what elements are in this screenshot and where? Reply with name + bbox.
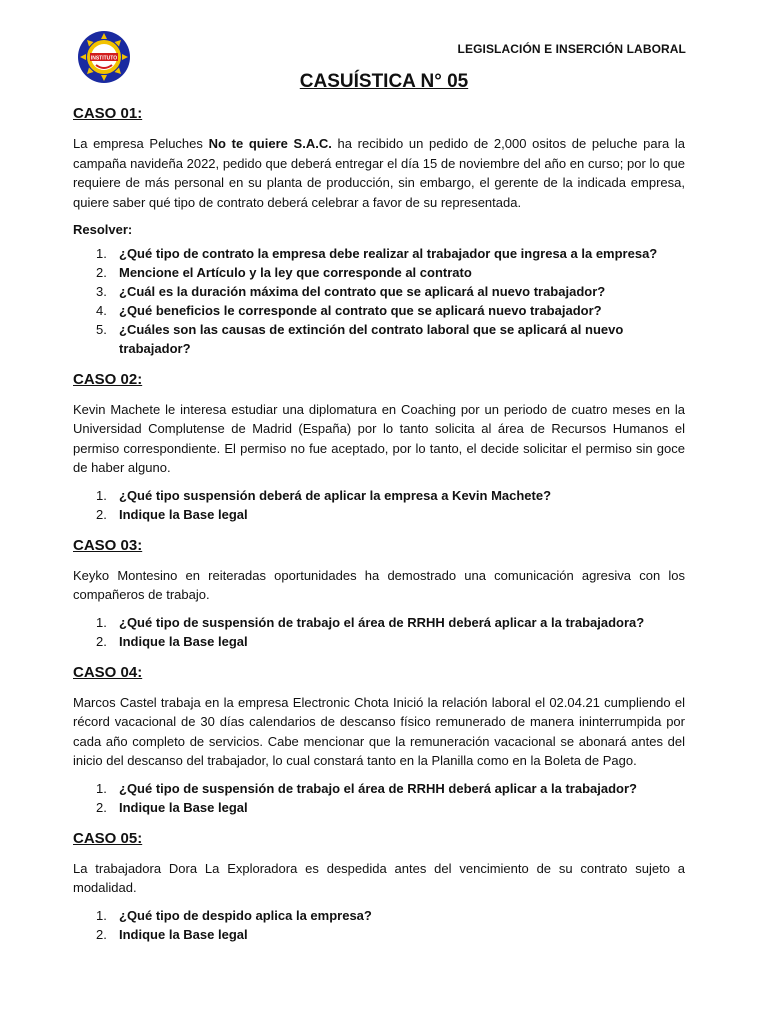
case-text: ha recibido un pedido de 2,000 ositos de peluche para la campaña navideña 2022, pedido que deberá entregar el día 15 de noviembre del año en curso; por lo que requiere de más personal en su planta de producción, sin embargo, el gerente de la indicada empresa, quiere saber qué tipo de contrato deberá celebrar a favor de su representada.: [73, 136, 685, 210]
question-text: ¿Qué tipo de despido aplica la empresa?: [119, 907, 372, 923]
question-item: [73, 798, 685, 817]
case-heading: CASO 02:: [73, 370, 143, 388]
question-number: 2.: [96, 264, 107, 280]
question-list: [73, 906, 685, 944]
question-item: [73, 282, 685, 301]
question-text: Indique la Base legal: [119, 506, 248, 522]
case-heading: CASO 05:: [73, 829, 143, 847]
case-description: [73, 134, 685, 212]
case-heading: CASO 04:: [73, 663, 143, 681]
question-number: 1.: [96, 614, 107, 630]
question-text: Indique la Base legal: [119, 926, 248, 942]
question-number: 1.: [96, 907, 107, 923]
question-item: [73, 632, 685, 651]
question-number: 1.: [96, 245, 107, 261]
question-text: ¿Qué tipo de suspensión de trabajo el área de RRHH deberá aplicar a la trabajadora?: [119, 614, 645, 630]
question-text: Indique la Base legal: [119, 633, 248, 649]
question-text: Mencione el Artículo y la ley que corresponde al contrato: [119, 264, 472, 280]
question-text: ¿Qué tipo de suspensión de trabajo el área de RRHH deberá aplicar a la trabajador?: [119, 780, 637, 796]
case-description: Kevin Machete le interesa estudiar una diplomatura en Coaching por un periodo de cuatro meses en la Universidad Complutense de Madrid (España) por lo tanto solicita al área de Recursos Humanos el permiso correspondiente. El permiso no fue aceptado, por lo tanto, el decide solicitar el permiso sin goce de haber alguno.: [73, 401, 685, 475]
resolver-label: Resolver:: [73, 222, 133, 237]
question-item: [73, 906, 685, 925]
question-item: [73, 486, 685, 505]
case-heading: CASO 01:: [73, 105, 143, 122]
question-item: [73, 925, 685, 944]
question-item: [73, 320, 685, 358]
case-text: La empresa Peluches: [73, 136, 209, 151]
question-item: [73, 244, 685, 263]
question-list: [73, 613, 685, 651]
question-text: ¿Qué beneficios le corresponde al contrato que se aplicará nuevo trabajador?: [119, 302, 602, 318]
question-number: 2.: [96, 926, 107, 942]
question-number: 2.: [96, 633, 107, 649]
question-item: [73, 505, 685, 524]
question-number: 3.: [96, 283, 107, 299]
question-item: [73, 613, 685, 632]
document-title: CASUÍSTICA N° 05: [299, 71, 469, 92]
question-item: [73, 263, 685, 282]
question-number: 1.: [96, 780, 107, 796]
logo-lettering: INSTITUTO: [90, 55, 118, 62]
case-heading: CASO 03:: [73, 536, 143, 554]
question-number: 5.: [96, 321, 107, 337]
case-description: La trabajadora Dora La Exploradora es despedida antes del vencimiento de su contrato sujeto a modalidad.: [73, 860, 685, 895]
question-text: ¿Qué tipo de contrato la empresa debe realizar al trabajador que ingresa a la empresa?: [119, 245, 658, 261]
question-list: [73, 486, 685, 524]
case-description: Keyko Montesino en reiteradas oportunidades ha demostrado una comunicación agresiva con los compañeros de trabajo.: [73, 567, 685, 602]
document-body: [73, 102, 685, 944]
case-description: Marcos Castel trabaja en la empresa Electronic Chota Inició la relación laboral el 02.04.21 cumpliendo el récord vacacional de 30 días calendarios de descanso físico remunerado de manera ininterrumpida por cada año completo de servicios. Cabe mencionar que la remuneración vacacional se abonará antes del inicio del descanso del trabajador, lo cual constará tanto en la Planilla como en la Boleta de Pago.: [73, 694, 685, 768]
question-item: [73, 779, 685, 798]
question-number: 2.: [96, 799, 107, 815]
company-name: No te quiere S.A.C.: [208, 136, 332, 151]
course-title: LEGISLACIÓN E INSERCIÓN LABORAL: [457, 42, 686, 56]
question-text: ¿Qué tipo suspensión deberá de aplicar la empresa a Kevin Machete?: [119, 487, 552, 503]
question-item: [73, 301, 685, 320]
question-text: ¿Cuáles son las causas de extinción del contrato laboral que se aplicará al nuevo trabajador?: [119, 321, 624, 356]
question-text: ¿Cuál es la duración máxima del contrato que se aplicará al nuevo trabajador?: [119, 283, 606, 299]
question-text: Indique la Base legal: [119, 799, 248, 815]
question-list: [73, 244, 685, 358]
question-list: [73, 779, 685, 817]
question-number: 2.: [96, 506, 107, 522]
question-number: 4.: [96, 302, 107, 318]
question-number: 1.: [96, 487, 107, 503]
